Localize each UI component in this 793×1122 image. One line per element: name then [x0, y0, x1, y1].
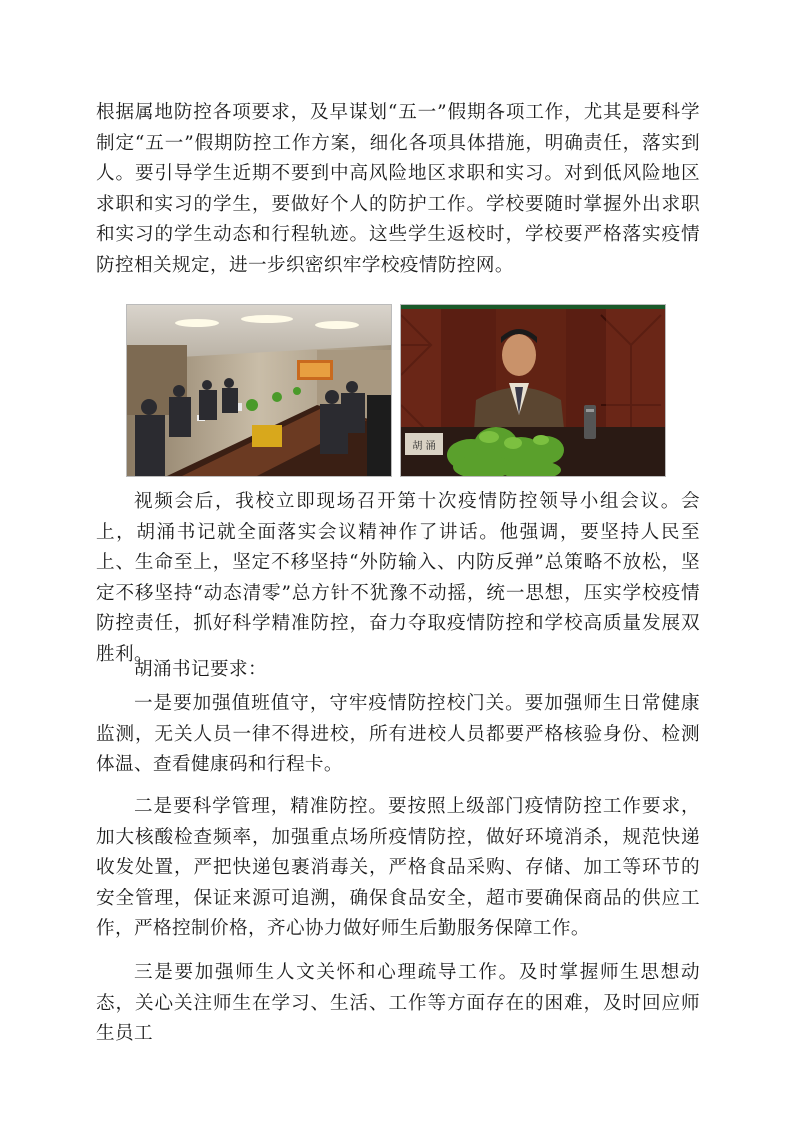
paragraph-2: 视频会后，我校立即现场召开第十次疫情防控领导小组会议。会上，胡涌书记就全面落实会议精神作了讲话。他强调，要坚持人民至上、生命至上，坚定不移坚持“外防输入、内防反弹”总策略不放松，坚定不移坚持“动态清零”总方针不犹豫不动摇，统一思想，压实学校疫情防控责任，抓好科学精准防控，奋力夺取疫情防控和学校高质量发展双胜利。 [96, 491, 700, 665]
paragraph-4: 一是要加强值班值守，守牢疫情防控校门关。要加强师生日常健康监测，无关人员一律不得进校，所有进校人员都要严格核验身份、检测体温、查看健康码和行程卡。 [96, 693, 700, 775]
speaker-photo [400, 304, 666, 477]
paragraph-1: 根据属地防控各项要求，及早谋划“五一”假期各项工作，尤其是要科学制定“五一”假期防控工作方案，细化各项具体措施，明确责任，落实到人。要引导学生近期不要到中高风险地区求职和实习。对到低风险地区求职和实习的学生，要做好个人的防护工作。学校要随时掌握外出求职和实习的学生动态和行程轨迹。这些学生返校时，学校要严格落实疫情防控相关规定，进一步织密织牢学校疫情防控网。 [96, 102, 700, 276]
paragraph-6: 三是要加强师生人文关怀和心理疏导工作。及时掌握师生思想动态，关心关注师生在学习、生活、工作等方面存在的困难，及时回应师生员工 [96, 962, 700, 1044]
speaker-nameplate: 胡 涌 [412, 441, 436, 452]
meeting-room-photo [126, 304, 392, 477]
paragraph-3: 胡涌书记要求： [134, 659, 267, 680]
paragraph-5: 二是要科学管理，精准防控。要按照上级部门疫情防控工作要求，加大核酸检查频率，加强重点场所疫情防控，做好环境消杀，规范快递收发处置，严把快递包裹消毒关，严格食品采购、存储、加工等环节的安全管理，保证来源可追溯，确保食品安全，超市要确保商品的供应工作，严格控制价格，齐心协力做好师生后勤服务保障工作。 [96, 796, 700, 939]
